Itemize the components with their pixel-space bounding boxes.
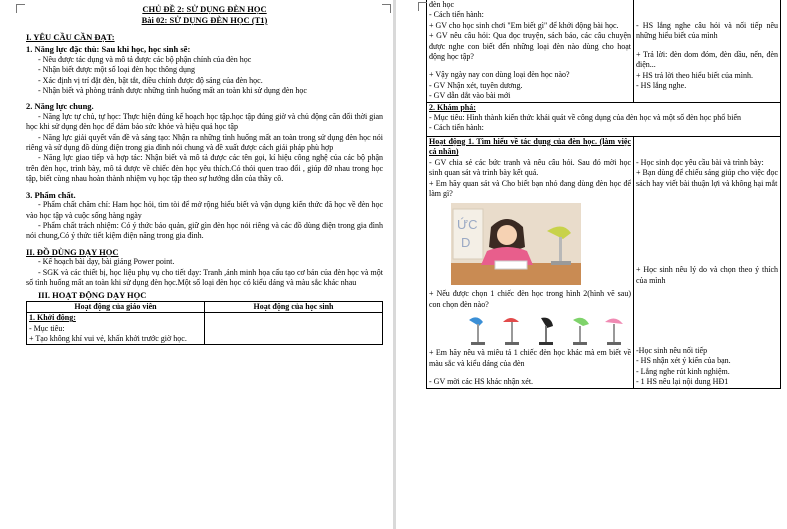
- text-line: + HS trả lời theo hiểu biết của mình.: [636, 70, 753, 80]
- text-line: - GV chia sẻ các bức tranh và nêu câu hỏi. Sau đó mời học sinh quan sát và trình bày kết quả.: [429, 157, 631, 178]
- teacher-cell: [427, 136, 634, 388]
- table-row: [27, 313, 383, 345]
- activity-table-continued: [426, 0, 781, 389]
- explore-cell: [427, 102, 781, 136]
- text-line: + GV cho học sinh chơi "Em biết gì" để khởi động bài học.: [429, 20, 619, 30]
- text-line: + Vậy ngày nay con dùng loại đèn học nào?: [429, 70, 570, 80]
- girl-reading-image: [451, 203, 581, 285]
- left-page: [0, 0, 393, 529]
- text-line: + Bạn dùng để chiếu sáng giúp cho việc đọc sách hay viết bài thuận lợi và không hại mắt: [636, 168, 778, 188]
- section-3-heading: III. HOẠT ĐỘNG DẠY HỌC: [38, 290, 147, 301]
- lamp-2-image: [499, 314, 525, 346]
- text-line: - HS nhận xét ý kiến của bạn.: [636, 356, 731, 366]
- objective-item: - Nhận biết được một số loại đèn học thông dụng: [38, 65, 195, 75]
- section-1-heading: I. YÊU CẦU CẦN ĐẠT:: [26, 32, 115, 42]
- table-row: [427, 136, 781, 388]
- teacher-column-header: Hoạt động của giáo viên: [27, 301, 205, 312]
- text-line: - HS lắng nghe.: [636, 81, 687, 91]
- text-line: - HS lắng nghe câu hỏi và nối tiếp nêu những hiểu biết của mình: [636, 21, 778, 41]
- objective-item: - Xác định vị trí đặt đèn, bật tắt, điều chỉnh được độ sáng của đèn học.: [38, 75, 263, 85]
- text-line: - 1 HS nêu lại nội dung HĐ1: [636, 377, 729, 387]
- text-line: - GV Nhận xét, tuyên dương.: [429, 80, 523, 90]
- text-line: + Trả lời: đèn dom đóm, đèn dầu, nến, đèn điện...: [636, 49, 778, 70]
- competency-item: - Năng lực tự chủ, tự học: Thực hiện đúng kế hoạch học tập.học tập đúng giờ và chủ động căn đối thời gian học khi sử dụng đèn học để đảm bảo sức khỏe và hiệu quả học tập: [26, 111, 383, 132]
- quality-item: - Phẩm chất trách nhiệm: Có ý thức bảo quản, giữ gìn đèn học nói riêng và các đồ dùng điện trong gia đình nói chung,Có ý thức tiết kiệm điện năng trong gia đình.: [26, 220, 383, 241]
- text-line: - Mục tiêu: Hình thành kiến thức khái quát về công dụng của đèn học và một số đèn học phổ biến: [429, 113, 742, 123]
- student-cell: [634, 0, 781, 102]
- warmup-heading: 1. Khởi động:: [29, 313, 76, 323]
- text-line: - GV dẫn dắt vào bài mới: [429, 91, 511, 101]
- student-column-header: Hoạt động của học sinh: [205, 301, 383, 312]
- warmup-line: - Mục tiêu:: [29, 323, 65, 333]
- text-line: - Cách tiến hành:: [429, 123, 484, 133]
- subsection-1-2: 2. Năng lực chung.: [26, 101, 94, 112]
- table-row: [427, 102, 781, 136]
- section-2-heading: II. ĐỒ DÙNG DẠY HỌC: [26, 246, 119, 257]
- table-header-row: [27, 301, 383, 312]
- chapter-title: CHỦ ĐỀ 2: SỬ DỤNG ĐÈN HỌC: [142, 4, 267, 14]
- text-line: - Cách tiến hành:: [429, 10, 484, 20]
- lamp-5-image: [601, 314, 627, 346]
- student-cell: [634, 136, 781, 388]
- competency-item: - Năng lực giao tiếp và hợp tác: Nhận biết và mô tả được các tên gọi, kí hiệu công nghệ của các bộ phận trên đèn học, trình bày, mô tả được về chiếc đèn học yêu thích.Có thói quen trao đổi , giúp đỡ nhau trong học tập, biết cùng nhau hoàn thành nhiệm vụ học tập theo sự hướng dẫn của thầy cô.: [26, 153, 383, 184]
- subsection-1-3: 3. Phẩm chất.: [26, 189, 76, 200]
- subsection-1-1: 1. Năng lực đặc thù: Sau khi học, học sinh sẽ:: [26, 44, 191, 55]
- material-item: - SGK và các thiết bị, học liệu phụ vụ cho tiết dạy: Tranh ,ảnh minh họa cấu tạo cơ bản của đèn học và một số tình huống mất an toàn khi sử dụng đèn học.Một số loại đèn học có kiểu dáng và màu sắc khác nhau: [26, 267, 383, 287]
- teacher-cell: [27, 313, 205, 345]
- girl-reading-illustration: [451, 203, 581, 285]
- image-text: D: [461, 235, 471, 251]
- margin-corner-mark: [16, 4, 25, 13]
- text-line: - GV mời các HS khác nhận xét.: [429, 376, 534, 386]
- lamp-4-image: [567, 314, 593, 346]
- text-line: đèn học: [429, 0, 455, 9]
- text-line: + Em hãy quan sát và Cho biết bạn nhỏ đang dùng đèn học để làm gì?: [429, 178, 631, 198]
- margin-corner-mark: [382, 4, 391, 13]
- table-row: [427, 0, 781, 102]
- activity-table: [26, 301, 383, 346]
- right-page: [396, 0, 787, 529]
- warmup-line: + Tạo không khí vui vẻ, khấn khởi trước giờ học.: [29, 333, 187, 343]
- material-item: - Kế hoạch bài dạy, bài giảng Power point.: [38, 257, 175, 267]
- competency-item: - Năng lực giải quyết vấn đề và sáng tạo: Nhận ra những tình huống mất an toàn trong sử dụng đèn học nói riêng và sử dụng đồ dùng điện trong gia đình nói chung và đề xuất được cách giải pháp phù hợp: [26, 132, 383, 153]
- lamp-1-image: [465, 314, 491, 346]
- text-line: - Học sinh đọc yêu cầu bài và trình bày:: [636, 157, 764, 167]
- margin-corner-mark: [418, 2, 427, 11]
- lesson-title: Bài 02: SỬ DỤNG ĐÈN HỌC (T1): [141, 15, 268, 25]
- activity-1-heading: Hoạt động 1. Tìm hiểu về tác dụng của đèn học. (làm việc cá nhân): [429, 136, 631, 157]
- text-line: -Học sinh nêu nối tiếp: [636, 345, 708, 355]
- teacher-cell: [427, 0, 634, 102]
- student-cell: [205, 313, 383, 345]
- objective-item: - Nêu được tác dụng và mô tả được các bộ phận chính của đèn học: [38, 54, 252, 64]
- text-line: - Lắng nghe rút kinh nghiệm.: [636, 366, 730, 376]
- text-line: + Học sinh nêu lý do và chọn theo ý thích của mình: [636, 265, 778, 285]
- image-text: ỨC: [457, 217, 478, 233]
- quality-item: - Phẩm chất chăm chỉ: Ham học hỏi, tìm tòi để mở rộng hiểu biết và vận dụng kiến thức đã học về đèn học vào học tập và cuộc sống hàng ngày: [26, 200, 383, 220]
- text-line: + Nếu được chọn 1 chiếc đèn học trong hình 2(hình vẽ sau) con chọn đèn nào?: [429, 289, 631, 309]
- lamp-choices: [465, 312, 631, 346]
- objective-item: - Nhận biết và phòng tránh được những tình huống mất an toàn khi sử dụng đèn học: [38, 86, 307, 96]
- text-line: + Em hãy nêu và miêu tả 1 chiếc đèn học khác mà em biết về màu sắc và kiểu dáng của đèn: [429, 348, 631, 368]
- text-line: + GV nêu câu hỏi: Qua đọc truyện, sách báo, các câu chuyện được nghe con biết đến những loại đèn nào dùng cho hoạt động học tập?: [429, 31, 631, 62]
- explore-heading: 2. Khám phá:: [429, 102, 476, 112]
- lamp-3-image: [533, 314, 559, 346]
